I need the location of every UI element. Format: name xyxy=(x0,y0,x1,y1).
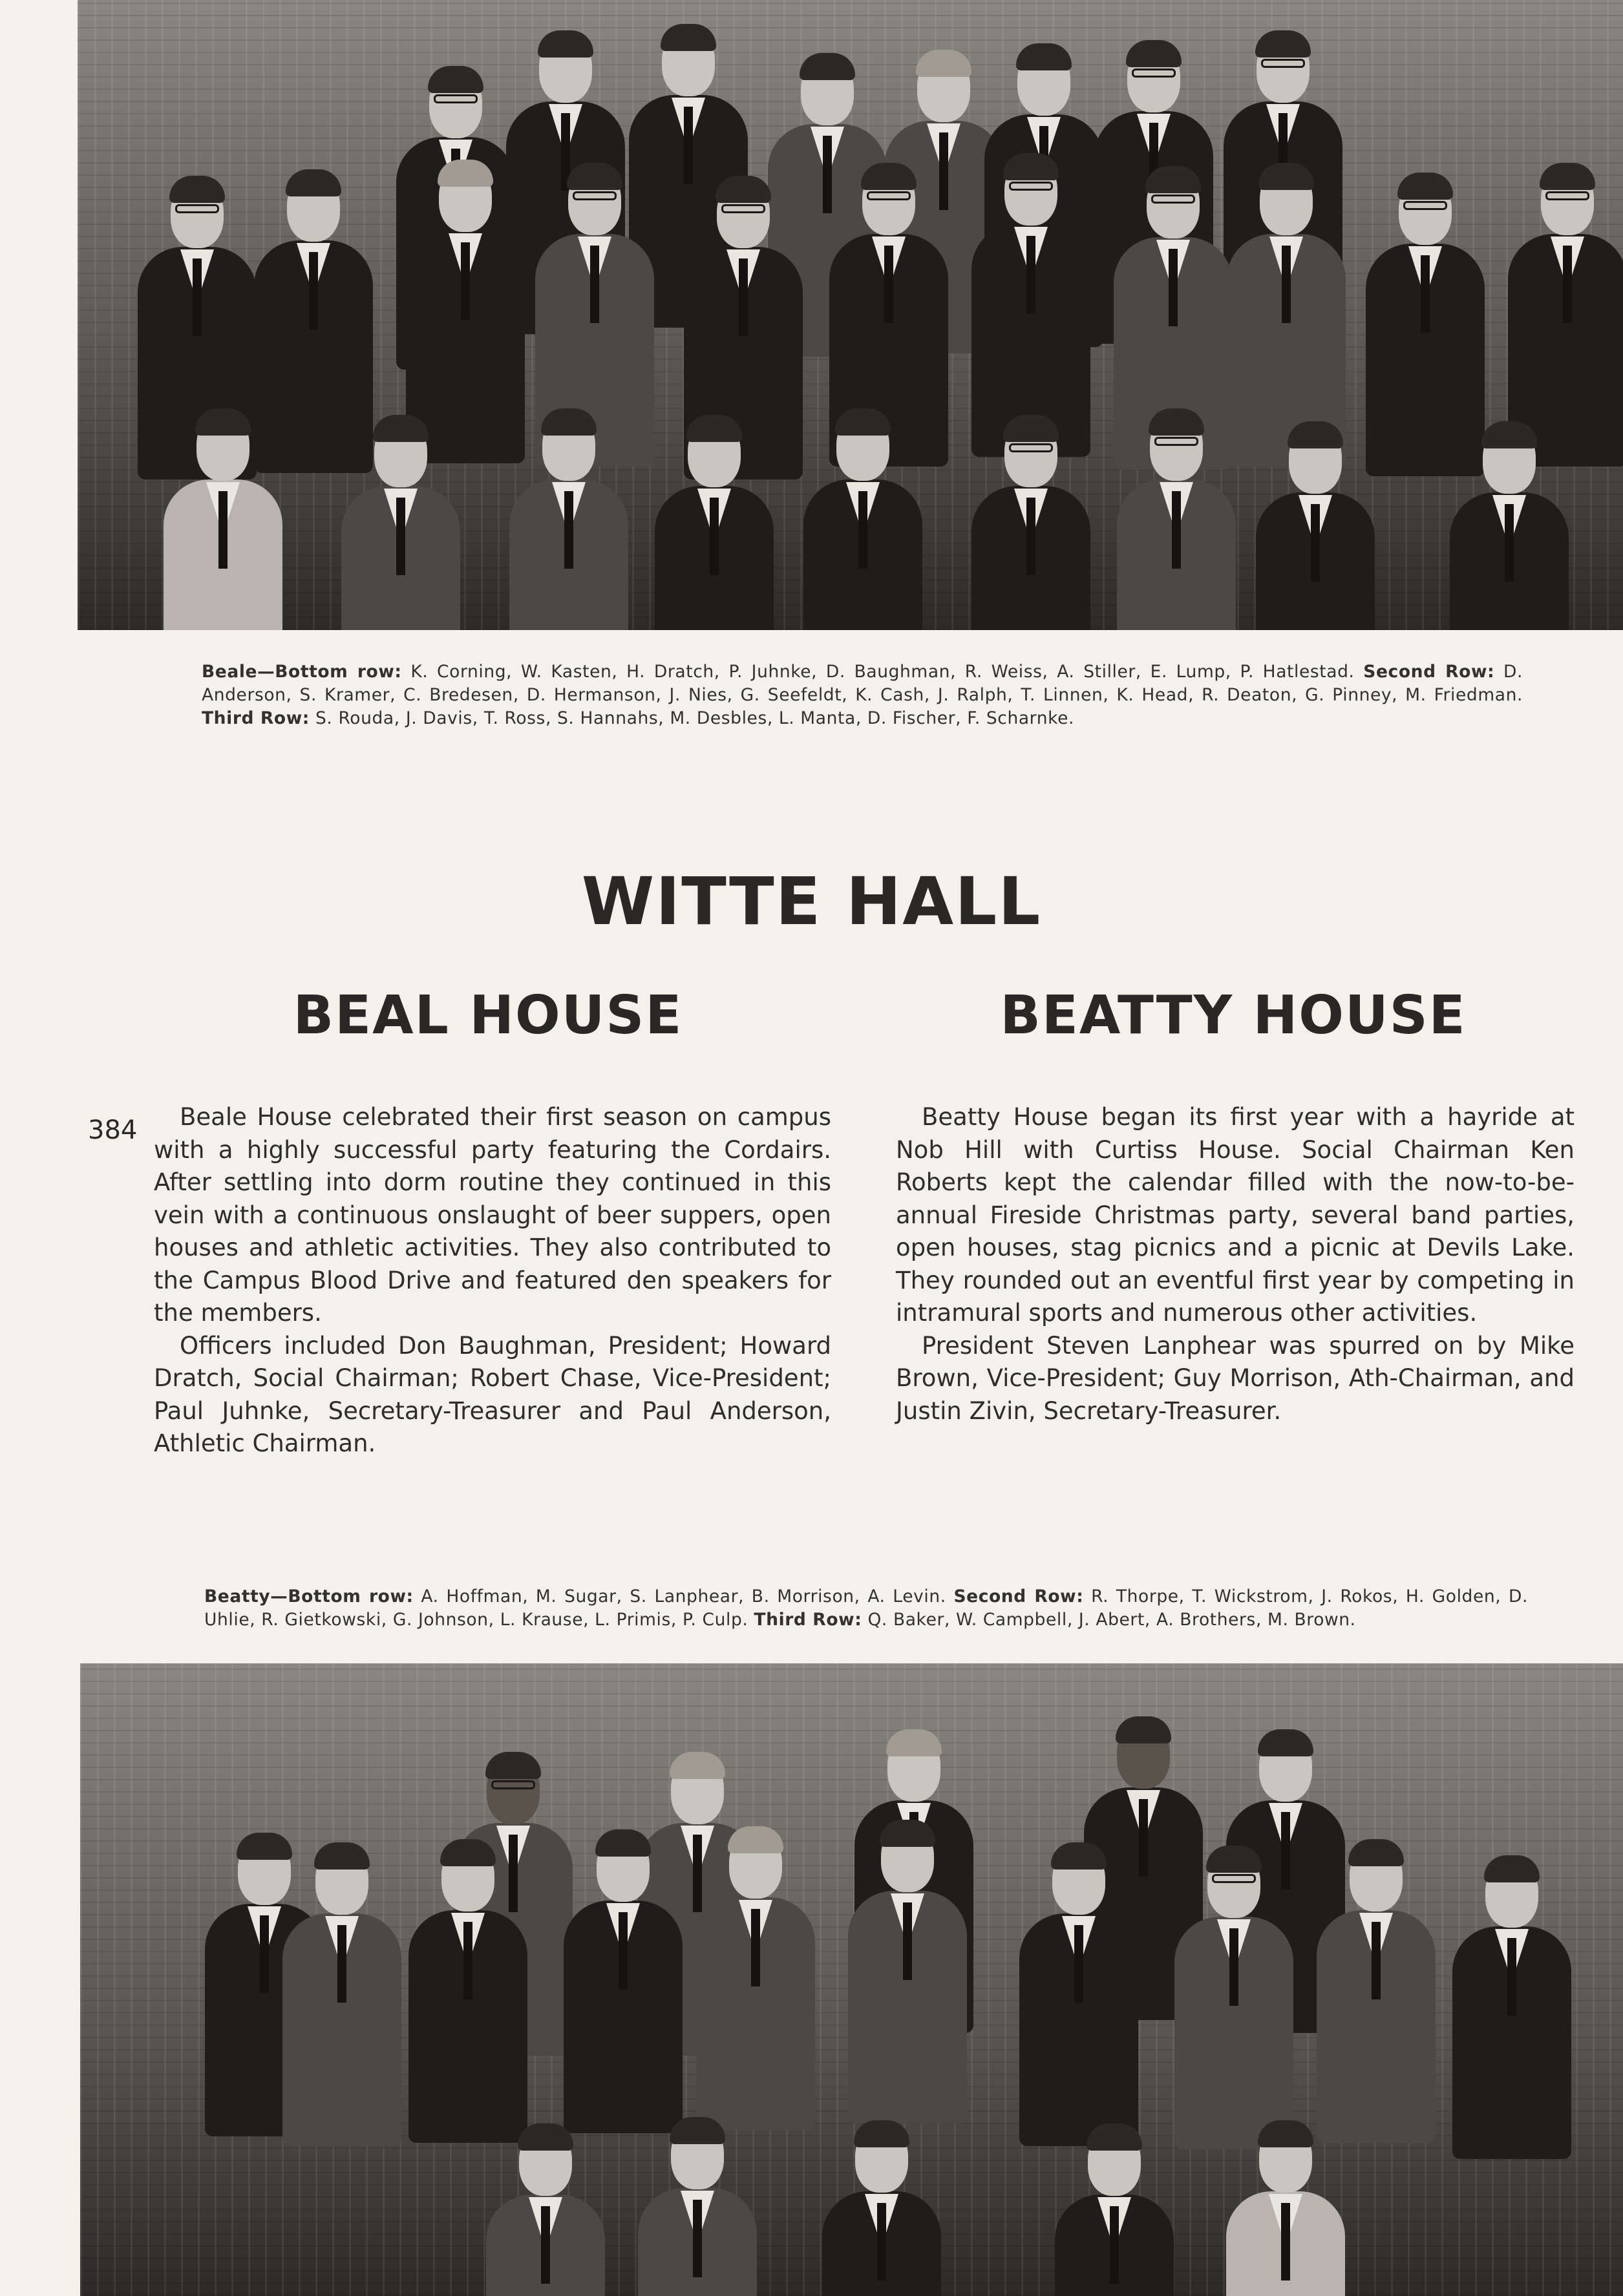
caption-row-names: S. Rouda, J. Davis, T. Ross, S. Hannahs, M. Desbles, L. Manta, D. Fischer, F. Scharnke. xyxy=(315,708,1075,728)
caption-house-name: Beale xyxy=(202,662,258,682)
beale-group-photo xyxy=(78,0,1623,630)
caption-row-names: A. Hoffman, M. Sugar, S. Lanphear, B. Morrison, A. Levin. xyxy=(421,1586,946,1606)
page-number: 384 xyxy=(88,1115,138,1145)
caption-row-label: —Bottom row: xyxy=(257,662,402,682)
beal-house-heading: BEAL HOUSE xyxy=(293,985,683,1046)
beatty-house-article xyxy=(896,1101,1575,1427)
article-paragraph: Beale House celebrated their first season on campus with a highly successful party featuring the Cordairs. After settling into dorm routine they continued in this vein with a continuous onslaught of beer suppers, open houses and athletic activities. They also contributed to the Campus Blood Drive and featured den speakers for the members. xyxy=(154,1103,831,1327)
beatty-house-heading: BEATTY HOUSE xyxy=(1000,985,1467,1046)
caption-row-names: R. Thorpe, T. Wickstrom, J. Rokos, H. Golden, D. Uhlie, R. Gietkowski, G. Johnson, L. Krause, L. Primis, P. Culp. xyxy=(204,1586,1528,1630)
caption-row-names: D. Anderson, S. Kramer, C. Bredesen, D. Hermanson, J. Nies, G. Seefeldt, K. Cash, J. Ralph, T. Linnen, K. Head, R. Deaton, G. Pinney, M. Friedman. xyxy=(202,662,1523,705)
article-paragraph: Beatty House began its first year with a hayride at Nob Hill with Curtiss House. Social Chairman Ken Roberts kept the calendar filled with the now-to-be-annual Fireside Christmas party, several band parties, open houses, stag picnics and a picnic at Devils Lake. They rounded out an eventful first year by competing in intramural sports and numerous other activities. xyxy=(896,1103,1575,1327)
beatty-photo-caption xyxy=(204,1585,1528,1632)
beal-house-article xyxy=(154,1101,831,1460)
caption-row-label: Second Row: xyxy=(1363,662,1495,682)
article-paragraph: President Steven Lanphear was spurred on by Mike Brown, Vice-President; Guy Morrison, Ath-Chairman, and Justin Zivin, Secretary-Treasurer. xyxy=(896,1331,1575,1425)
caption-row-names: Q. Baker, W. Campbell, J. Abert, A. Brothers, M. Brown. xyxy=(867,1610,1356,1630)
article-paragraph: Officers included Don Baughman, President; Howard Dratch, Social Chairman; Robert Chase, Vice-President; Paul Juhnke, Secretary-Treasurer and Paul Anderson, Athletic Chairman. xyxy=(154,1331,831,1457)
caption-row-label: Third Row: xyxy=(754,1610,862,1630)
caption-row-names: K. Corning, W. Kasten, H. Dratch, P. Juhnke, D. Baughman, R. Weiss, A. Stiller, E. Lump, P. Hatlestad. xyxy=(410,662,1355,682)
caption-row-label: Second Row: xyxy=(953,1586,1084,1606)
page-title: WITTE HALL xyxy=(581,863,1042,940)
caption-row-label: Third Row: xyxy=(202,708,310,728)
beale-photo-caption xyxy=(202,660,1523,730)
caption-house-name: Beatty xyxy=(204,1586,271,1606)
caption-row-label: —Bottom row: xyxy=(270,1586,414,1606)
beatty-group-photo xyxy=(80,1663,1623,2296)
